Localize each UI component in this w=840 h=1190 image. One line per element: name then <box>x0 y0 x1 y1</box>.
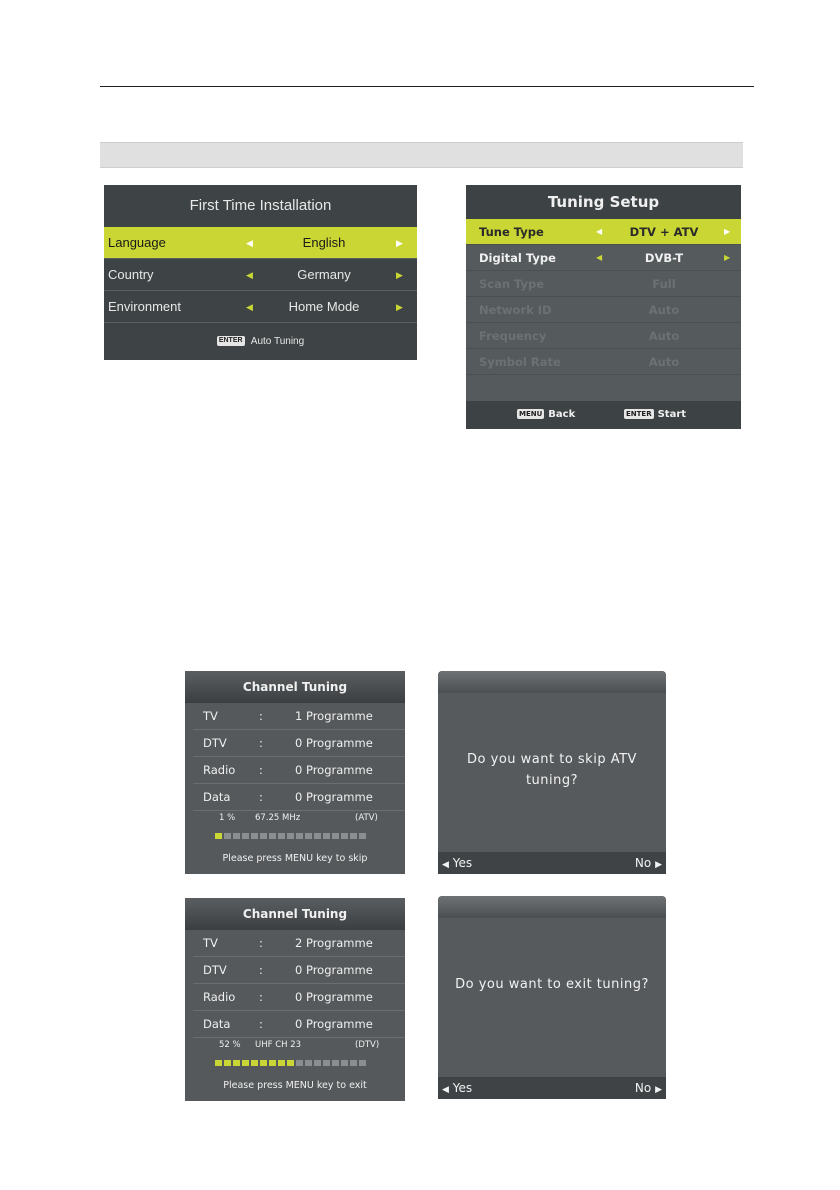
scan-channel: UHF CH 23 <box>255 1040 302 1050</box>
row-label: Environment <box>108 299 181 314</box>
first-time-installation-menu <box>104 185 417 360</box>
menu-title: Tuning Setup <box>466 185 741 219</box>
row-value: Home Mode <box>288 299 360 314</box>
row-label: Symbol Rate <box>479 355 561 369</box>
arrow-left-icon[interactable]: ◀ <box>246 238 253 248</box>
row-value: Germany <box>297 267 351 282</box>
scan-type: (ATV) <box>355 813 378 823</box>
dialog-message-line: Do you want to skip ATV <box>467 752 637 767</box>
row-label: Tune Type <box>479 225 544 239</box>
row-value: 1 Programme <box>295 709 373 723</box>
progress-segment <box>251 833 258 839</box>
row-label: Frequency <box>479 329 547 343</box>
count-row-tv <box>193 930 405 957</box>
dialog-header <box>438 671 666 693</box>
row-value: DTV + ATV <box>629 225 699 239</box>
start-label: Start <box>657 409 687 420</box>
menu-row-symbol-rate <box>466 349 741 375</box>
panel-title: Channel Tuning <box>185 898 405 930</box>
row-value: 0 Programme <box>295 1017 373 1031</box>
row-value: Full <box>652 277 676 291</box>
back-hint[interactable] <box>517 401 575 429</box>
count-row-radio <box>193 757 405 784</box>
progress-segment <box>278 1060 285 1066</box>
dialog-footer <box>438 852 666 874</box>
progress-segment <box>260 833 267 839</box>
progress-segment <box>359 1060 366 1066</box>
progress-segment <box>233 833 240 839</box>
row-label: DTV <box>203 736 227 750</box>
dialog-message <box>448 974 656 995</box>
dialog-footer <box>438 1077 666 1099</box>
row-value: Auto <box>648 329 680 343</box>
yes-label: Yes <box>452 856 473 870</box>
count-row-data <box>193 1011 405 1038</box>
row-value: Auto <box>648 303 680 317</box>
progress-segment <box>341 1060 348 1066</box>
row-label: Data <box>203 790 231 804</box>
progress-segment <box>269 1060 276 1066</box>
row-value: 0 Programme <box>295 763 373 777</box>
panel-footer-hint: Please press MENU key to exit <box>223 1080 367 1091</box>
progress-segment <box>287 1060 294 1066</box>
scan-type: (DTV) <box>355 1040 380 1050</box>
row-value: 2 Programme <box>295 936 373 950</box>
start-hint[interactable] <box>624 401 686 429</box>
channel-tuning-panel-atv <box>185 671 405 874</box>
count-row-tv <box>193 703 405 730</box>
enter-key-icon: ENTER <box>218 337 243 345</box>
progress-segment <box>215 833 222 839</box>
arrow-right-icon[interactable]: ▶ <box>396 270 403 280</box>
row-label: TV <box>203 936 218 950</box>
progress-segment <box>305 1060 312 1066</box>
menu-row-frequency <box>466 323 741 349</box>
count-row-dtv <box>193 957 405 984</box>
row-separator: : <box>259 709 263 723</box>
arrow-left-icon[interactable]: ◀ <box>246 302 253 312</box>
progress-segment <box>332 1060 339 1066</box>
dialog-header <box>438 896 666 918</box>
progress-segment <box>305 833 312 839</box>
progress-segment <box>332 833 339 839</box>
progress-segment <box>350 833 357 839</box>
panel-title: Channel Tuning <box>185 671 405 703</box>
progress-segment <box>314 833 321 839</box>
progress-segment <box>224 1060 231 1066</box>
dialog-message <box>448 749 656 791</box>
progress-segment <box>350 1060 357 1066</box>
enter-key-icon: ENTER <box>626 410 652 418</box>
count-row-dtv <box>193 730 405 757</box>
progress-segment <box>278 833 285 839</box>
row-value: Auto <box>648 355 680 369</box>
row-label: TV <box>203 709 218 723</box>
count-row-radio <box>193 984 405 1011</box>
progress-segment <box>215 1060 222 1066</box>
row-label: Scan Type <box>479 277 545 291</box>
arrow-left-icon[interactable]: ◀ <box>596 253 603 262</box>
row-separator: : <box>259 963 263 977</box>
skip-atv-dialog <box>438 671 666 874</box>
row-label: Digital Type <box>479 251 556 265</box>
dialog-message-line: Do you want to exit tuning? <box>455 977 649 992</box>
progress-percent: 52 % <box>219 1040 241 1050</box>
progress-segment <box>242 833 249 839</box>
row-value: DVB-T <box>644 251 684 265</box>
scan-status <box>185 1037 405 1063</box>
menu-row-digital-type[interactable] <box>466 245 741 271</box>
arrow-right-icon[interactable]: ▶ <box>396 302 403 312</box>
menu-row-environment[interactable] <box>104 291 417 323</box>
progress-bar <box>215 832 368 842</box>
progress-segment <box>269 833 276 839</box>
arrow-right-icon[interactable]: ▶ <box>396 238 403 248</box>
progress-segment <box>359 833 366 839</box>
menu-row-scan-type <box>466 271 741 297</box>
row-label: DTV <box>203 963 227 977</box>
panel-footer-hint: Please press MENU key to skip <box>222 853 368 864</box>
no-label: No <box>634 856 652 870</box>
menu-row-network-id <box>466 297 741 323</box>
tuning-setup-menu <box>466 185 741 429</box>
yes-label: Yes <box>452 1081 473 1095</box>
menu-row-tune-type[interactable] <box>466 219 741 245</box>
scan-frequency: 67.25 MHz <box>255 813 301 823</box>
progress-segment <box>341 833 348 839</box>
back-label: Back <box>548 409 576 420</box>
row-label: Language <box>108 235 166 250</box>
row-separator: : <box>259 736 263 750</box>
row-value: 0 Programme <box>295 963 373 977</box>
arrow-left-icon[interactable]: ◀ <box>246 270 253 280</box>
yes-button[interactable] <box>442 1077 472 1101</box>
row-label: Radio <box>203 763 236 777</box>
row-label: Country <box>108 267 154 282</box>
auto-tuning-hint[interactable]: Auto Tuning <box>250 336 305 347</box>
progress-segment <box>323 1060 330 1066</box>
progress-segment <box>260 1060 267 1066</box>
row-label: Data <box>203 1017 231 1031</box>
row-separator: : <box>259 1017 263 1031</box>
progress-segment <box>242 1060 249 1066</box>
arrow-right-icon[interactable]: ▶ <box>724 253 731 262</box>
section-header-bar <box>100 142 743 168</box>
progress-segment <box>323 833 330 839</box>
progress-segment <box>224 833 231 839</box>
progress-segment <box>314 1060 321 1066</box>
progress-percent: 1 % <box>219 813 236 823</box>
row-label: Network ID <box>479 303 552 317</box>
scan-status <box>185 810 405 836</box>
row-separator: : <box>259 763 263 777</box>
arrow-right-icon[interactable]: ▶ <box>724 227 731 236</box>
menu-key-icon: MENU <box>519 410 543 418</box>
row-separator: : <box>259 936 263 950</box>
row-value: 0 Programme <box>295 736 373 750</box>
row-value: 0 Programme <box>295 990 373 1004</box>
row-value: English <box>302 235 346 250</box>
menu-footer <box>104 324 417 360</box>
progress-segment <box>296 833 303 839</box>
menu-row-language[interactable] <box>104 227 417 259</box>
arrow-left-icon[interactable]: ◀ <box>596 227 603 236</box>
row-label: Radio <box>203 990 236 1004</box>
progress-segment <box>287 833 294 839</box>
progress-bar <box>215 1059 368 1069</box>
arrow-left-icon: ◀ <box>442 1085 449 1095</box>
exit-tuning-dialog <box>438 896 666 1099</box>
count-row-data <box>193 784 405 811</box>
row-value: 0 Programme <box>295 790 373 804</box>
row-separator: : <box>259 790 263 804</box>
progress-segment <box>251 1060 258 1066</box>
arrow-right-icon: ▶ <box>655 860 662 870</box>
menu-footer <box>466 401 741 429</box>
menu-title: First Time Installation <box>189 197 332 214</box>
no-button[interactable] <box>635 1077 662 1101</box>
header-rule <box>100 86 754 87</box>
dialog-message-line: tuning? <box>525 773 579 788</box>
arrow-left-icon: ◀ <box>442 860 449 870</box>
menu-row-country[interactable] <box>104 259 417 291</box>
yes-button[interactable] <box>442 852 472 876</box>
arrow-right-icon: ▶ <box>655 1085 662 1095</box>
channel-tuning-panel-dtv <box>185 898 405 1101</box>
no-label: No <box>634 1081 652 1095</box>
progress-segment <box>233 1060 240 1066</box>
row-separator: : <box>259 990 263 1004</box>
no-button[interactable] <box>635 852 662 876</box>
progress-segment <box>296 1060 303 1066</box>
